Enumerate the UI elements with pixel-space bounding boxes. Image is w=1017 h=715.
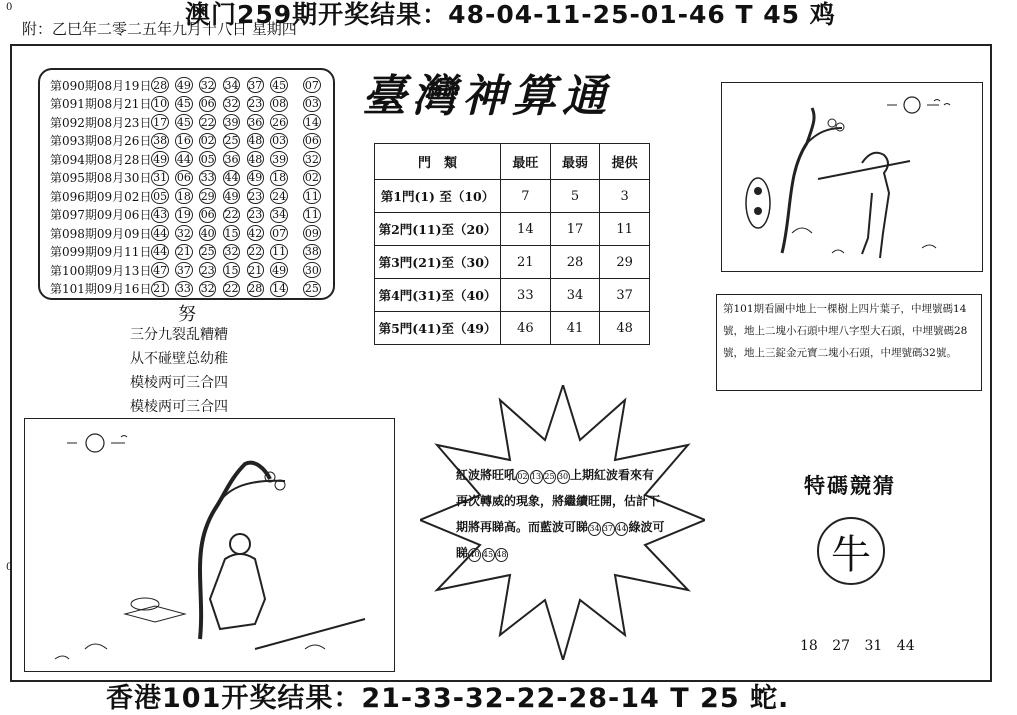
number-ball: 06 (200, 208, 215, 222)
table-header-row (375, 144, 650, 180)
header-cell: 最旺 (501, 144, 551, 180)
number-ball: 49 (272, 263, 287, 277)
history-row (50, 113, 327, 132)
history-label: 第099期09月11日 (50, 245, 152, 260)
wish-title: 努 (178, 304, 196, 325)
max-cell: 21 (501, 246, 551, 279)
number-ball: 28 (153, 78, 168, 92)
star-number-ball: 45 (482, 548, 495, 562)
number-ball: 38 (153, 134, 168, 148)
history-row (50, 243, 327, 262)
special-ball: 09 (304, 226, 319, 240)
number-ball: 40 (200, 226, 215, 240)
offer-cell: 29 (600, 246, 650, 279)
number-ball: 44 (153, 226, 168, 240)
table-row (375, 246, 650, 279)
wish-line: 从不碰壁总幼稚 (130, 351, 228, 367)
door-cell: 第3門(21)至（30） (375, 246, 501, 279)
special-ball: 02 (304, 171, 319, 185)
special-ball: 07 (304, 78, 319, 92)
door-cell: 第1門(1) 至（10） (375, 180, 501, 213)
old-man-sitting-icon (24, 418, 395, 672)
number-ball: 48 (248, 134, 263, 148)
offer-cell: 37 (600, 279, 650, 312)
history-label: 第098期09月09日 (50, 226, 152, 241)
number-ball: 18 (176, 189, 191, 203)
star-number-ball: 25 (543, 470, 556, 484)
special-ball: 11 (304, 189, 319, 203)
number-ball: 23 (248, 208, 263, 222)
min-cell: 5 (550, 180, 600, 213)
number-ball: 08 (272, 97, 287, 111)
history-row (50, 76, 327, 95)
number-ball: 16 (176, 134, 191, 148)
special-ball: 11 (304, 208, 319, 222)
door-cell: 第4門(31)至（40） (375, 279, 501, 312)
wish-line: 三分九裂乱糟糟 (130, 327, 228, 343)
door-cell: 第5門(41)至（49） (375, 312, 501, 345)
number-ball: 05 (200, 152, 215, 166)
number-ball: 11 (272, 245, 287, 259)
history-row (50, 224, 327, 243)
max-cell: 14 (501, 213, 551, 246)
number-ball: 26 (272, 115, 287, 129)
number-ball: 36 (248, 115, 263, 129)
offer-cell: 3 (600, 180, 650, 213)
wish-line: 模棱两可三合四 (130, 399, 228, 415)
special-numbers: 18 27 31 44 (800, 638, 915, 654)
number-ball: 32 (224, 245, 239, 259)
table-row (375, 312, 650, 345)
header-cell: 最弱 (550, 144, 600, 180)
min-cell: 17 (550, 213, 600, 246)
special-title: 特碼競猜 (804, 473, 896, 498)
number-ball: 43 (153, 208, 168, 222)
history-row (50, 187, 327, 206)
number-ball: 34 (272, 208, 287, 222)
number-ball: 39 (224, 115, 239, 129)
door-cell: 第2門(11)至（20） (375, 213, 501, 246)
number-ball: 21 (248, 263, 263, 277)
number-ball: 34 (224, 78, 239, 92)
starburst-text (456, 462, 666, 566)
star-text: 紅波將旺吼 (456, 468, 517, 482)
number-ball: 03 (272, 134, 287, 148)
history-row (50, 261, 327, 280)
number-ball: 23 (200, 263, 215, 277)
max-cell: 7 (501, 180, 551, 213)
star-number-ball: 34 (588, 522, 601, 536)
number-ball: 15 (224, 226, 239, 240)
number-ball: 06 (176, 171, 191, 185)
number-ball: 23 (248, 189, 263, 203)
min-cell: 41 (550, 312, 600, 345)
wish-lines (130, 324, 228, 420)
history-row (50, 150, 327, 169)
header-cell: 門 類 (375, 144, 501, 180)
history-row (50, 206, 327, 225)
min-cell: 34 (550, 279, 600, 312)
number-ball: 17 (153, 115, 168, 129)
number-ball: 28 (248, 282, 263, 296)
offer-cell: 48 (600, 312, 650, 345)
number-ball: 33 (200, 171, 215, 185)
star-number-ball: 44 (615, 522, 628, 536)
number-ball: 32 (176, 226, 191, 240)
star-number-ball: 30 (557, 470, 570, 484)
number-ball: 32 (200, 78, 215, 92)
offer-cell: 11 (600, 213, 650, 246)
min-cell: 28 (550, 246, 600, 279)
special-ball: 14 (304, 115, 319, 129)
history-label: 第097期09月06日 (50, 208, 152, 223)
star-number-ball: 40 (468, 548, 481, 562)
history-label: 第091期08月21日 (50, 97, 152, 112)
history-label: 第095期08月30日 (50, 171, 152, 186)
doors-table (374, 143, 650, 345)
number-ball: 06 (200, 97, 215, 111)
wish-line: 模棱两可三合四 (130, 375, 228, 391)
man-playing-flute-icon (721, 82, 983, 272)
number-ball: 32 (224, 97, 239, 111)
number-ball: 22 (200, 115, 215, 129)
history-label: 第096期09月02日 (50, 189, 152, 204)
number-ball: 49 (176, 78, 191, 92)
history-label: 第092期08月23日 (50, 115, 152, 130)
history-label: 第090期08月19日 (50, 78, 152, 93)
number-ball: 48 (248, 152, 263, 166)
number-ball: 49 (224, 189, 239, 203)
number-ball: 25 (200, 245, 215, 259)
special-ball: 03 (304, 97, 319, 111)
number-ball: 39 (272, 152, 287, 166)
history-row (50, 132, 327, 151)
star-number-ball: 02 (516, 470, 529, 484)
number-ball: 29 (200, 189, 215, 203)
special-ball: 06 (304, 134, 319, 148)
zodiac-badge: 牛 (817, 517, 885, 585)
date-line: 附：乙巳年二零二五年九月十八日 星期四 (22, 20, 297, 38)
number-ball: 49 (248, 171, 263, 185)
number-ball: 02 (200, 134, 215, 148)
number-ball: 49 (153, 152, 168, 166)
hongkong-result-banner: 香港101开奖结果：21-33-32-22-28-14 T 25 蛇. (106, 683, 790, 714)
history-row (50, 280, 327, 299)
number-ball: 05 (153, 189, 168, 203)
number-ball: 14 (272, 282, 287, 296)
history-row (50, 95, 327, 114)
history-panel (38, 68, 335, 300)
number-ball: 25 (224, 134, 239, 148)
header-cell: 提供 (600, 144, 650, 180)
star-text: 上期紅波看來有再次轉威的現象，將繼續旺開，估計下期將再睇高。而藍波可睇 (456, 468, 661, 534)
history-label: 第094期08月28日 (50, 152, 152, 167)
star-number-ball: 37 (602, 522, 615, 536)
table-row (375, 213, 650, 246)
number-ball: 45 (272, 78, 287, 92)
macau-result-banner: 澳门259期开奖结果：48-04-11-25-01-46 T 45 鸡 (185, 0, 836, 29)
number-ball: 18 (272, 171, 287, 185)
number-ball: 31 (153, 171, 168, 185)
special-ball: 32 (304, 152, 319, 166)
main-title: 臺灣神算通 (362, 71, 612, 122)
number-ball: 45 (176, 97, 191, 111)
number-ball: 37 (176, 263, 191, 277)
star-number-ball: 13 (530, 470, 543, 484)
special-ball: 30 (304, 263, 319, 277)
number-ball: 44 (176, 152, 191, 166)
number-ball: 22 (224, 208, 239, 222)
star-number-ball: 48 (495, 548, 508, 562)
number-ball: 07 (272, 226, 287, 240)
max-cell: 46 (501, 312, 551, 345)
max-cell: 33 (501, 279, 551, 312)
number-ball: 22 (224, 282, 239, 296)
number-ball: 42 (248, 226, 263, 240)
history-label: 第101期09月16日 (50, 282, 152, 297)
riddle-text: 第101期看圖中地上一棵樹上四片葉子，中埋號碼14號，地上二塊小石頭中埋八字型大石頭，中埋號碼28號，地上三錠金元寶二塊小石頭，中埋號碼32號。 (716, 294, 982, 391)
number-ball: 33 (176, 282, 191, 296)
history-row (50, 169, 327, 188)
corner-mark: 0 (6, 2, 13, 13)
corner-mark: 0 (6, 562, 13, 573)
table-row (375, 180, 650, 213)
number-ball: 19 (176, 208, 191, 222)
number-ball: 47 (153, 263, 168, 277)
number-ball: 24 (272, 189, 287, 203)
number-ball: 23 (248, 97, 263, 111)
history-label: 第093期08月26日 (50, 134, 152, 149)
table-row (375, 279, 650, 312)
number-ball: 36 (224, 152, 239, 166)
star-text: 綠波可睇 (456, 520, 665, 560)
special-ball: 25 (304, 282, 319, 296)
number-ball: 10 (153, 97, 168, 111)
number-ball: 15 (224, 263, 239, 277)
number-ball: 45 (176, 115, 191, 129)
history-label: 第100期09月13日 (50, 263, 152, 278)
number-ball: 37 (248, 78, 263, 92)
number-ball: 44 (224, 171, 239, 185)
number-ball: 32 (200, 282, 215, 296)
number-ball: 22 (248, 245, 263, 259)
number-ball: 21 (153, 282, 168, 296)
number-ball: 21 (176, 245, 191, 259)
special-ball: 38 (304, 245, 319, 259)
number-ball: 44 (153, 245, 168, 259)
